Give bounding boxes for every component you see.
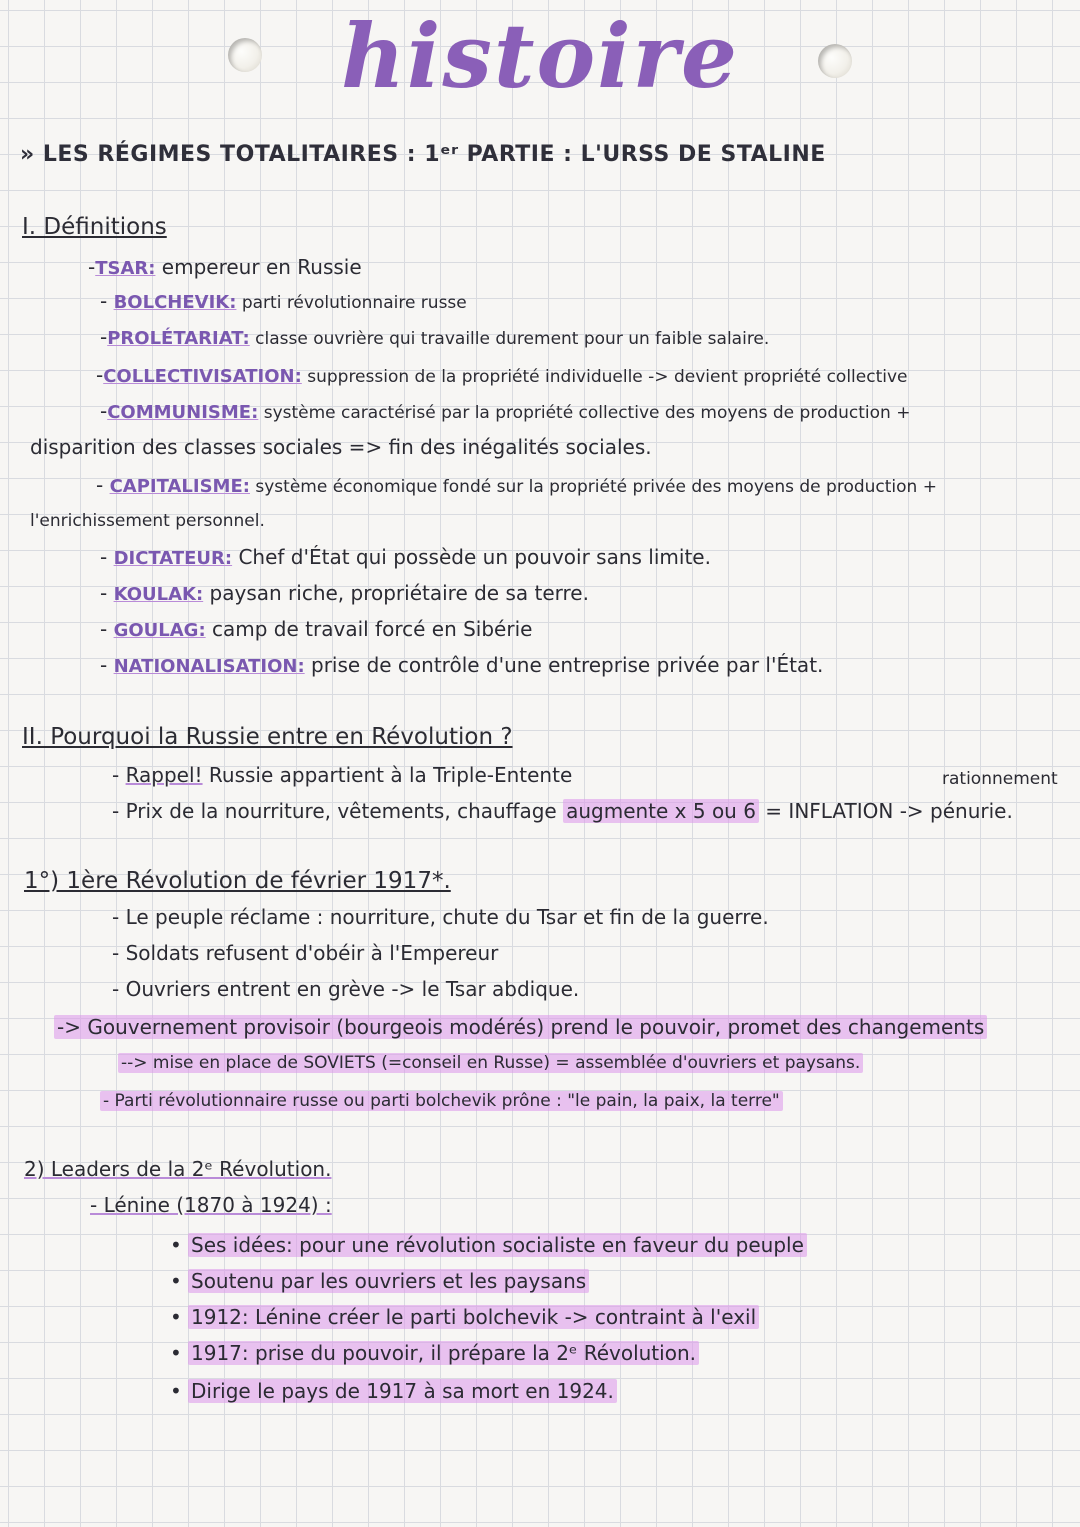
definitions-heading-text: I. Définitions <box>22 214 167 240</box>
definition-item: -TSAR: empereur en Russie <box>88 255 362 279</box>
revolution1-highlight: --> mise en place de SOVIETS (=conseil en Russe) = assemblée d'ouvriers et paysans. <box>118 1053 863 1073</box>
revolution1-line: - Le peuple réclame : nourriture, chute du Tsar et fin de la guerre. <box>112 905 769 929</box>
definition-term: PROLÉTARIAT: <box>107 328 250 349</box>
leader-name-text: - Lénine (1870 à 1924) : <box>90 1193 332 1217</box>
definition-term: TSAR: <box>95 258 156 279</box>
definition-text: système économique fondé sur la propriété privée des moyens de production + <box>249 477 937 497</box>
leader-point: • 1917: prise du pouvoir, il prépare la 2ᵉ Révolution. <box>170 1340 699 1366</box>
definitions-heading <box>22 214 167 240</box>
leader-point-text: Soutenu par les ouvriers et les paysans <box>188 1269 589 1293</box>
price-result: = INFLATION -> pénurie. <box>758 799 1013 823</box>
leader-point: • 1912: Lénine créer le parti bolchevik -> contraint à l'exil <box>170 1304 759 1330</box>
leader-point: • Dirige le pays de 1917 à sa mort en 1924. <box>170 1378 617 1404</box>
definition-text: camp de travail forcé en Sibérie <box>205 617 533 641</box>
leader-point-text: 1912: Lénine créer le parti bolchevik -> contraint à l'exil <box>188 1305 759 1329</box>
definition-text: empereur en Russie <box>155 255 362 279</box>
definition-text: système caractérisé par la propriété collective des moyens de production + <box>258 403 911 423</box>
definition-item: - DICTATEUR: Chef d'État qui possède un pouvoir sans limite. <box>100 545 711 569</box>
definition-text: prise de contrôle d'une entreprise privée par l'État. <box>304 653 824 677</box>
definition-text: l'enrichissement personnel. <box>30 511 265 531</box>
definition-item: -COMMUNISME: système caractérisé par la propriété collective des moyens de production + <box>100 399 911 423</box>
definition-continuation <box>30 506 265 534</box>
definition-item: -PROLÉTARIAT: classe ouvrière qui travaille durement pour un faible salaire. <box>100 325 770 349</box>
revolution1-heading <box>24 868 451 894</box>
leader-point: • Ses idées: pour une révolution socialiste en faveur du peuple <box>170 1232 807 1258</box>
leader-point-text: 1917: prise du pouvoir, il prépare la 2ᵉ Révolution. <box>188 1341 699 1365</box>
definition-text: Chef d'État qui possède un pouvoir sans limite. <box>232 545 711 569</box>
definition-continuation <box>30 434 652 460</box>
why-heading-text: II. Pourquoi la Russie entre en Révolution ? <box>22 724 513 750</box>
definition-term: BOLCHEVIK: <box>113 292 237 313</box>
price-highlight: augmente x 5 ou 6 <box>563 799 759 823</box>
leader-point-text: Dirige le pays de 1917 à sa mort en 1924. <box>188 1379 617 1403</box>
why-heading <box>22 724 513 750</box>
leader-point-text: Ses idées: pour une révolution socialiste en faveur du peuple <box>188 1233 807 1257</box>
rappel-label: Rappel! <box>125 763 203 787</box>
leaders-heading <box>24 1156 331 1182</box>
definition-term: DICTATEUR: <box>113 548 233 569</box>
chapter-header: » LES RÉGIMES TOTALITAIRES : 1ᵉʳ PARTIE : L'URSS DE STALINE <box>20 142 826 167</box>
rappel-text: Russie appartient à la Triple-Entente <box>202 763 573 787</box>
revolution1-highlight: -> Gouvernement provisoir (bourgeois modérés) prend le pouvoir, promet des changements <box>54 1015 987 1039</box>
revolution1-line <box>100 1088 783 1114</box>
definition-item: - BOLCHEVIK: parti révolutionnaire russe <box>100 289 467 313</box>
definition-term: CAPITALISME: <box>109 476 250 497</box>
revolution1-line <box>54 1014 987 1040</box>
definition-term: KOULAK: <box>113 584 204 605</box>
leader-point: • Soutenu par les ouvriers et les paysans <box>170 1268 589 1294</box>
price-text: - Prix de la nourriture, vêtements, chauffage <box>112 799 564 823</box>
rationnement-note: rationnement <box>942 769 1058 789</box>
definition-text: paysan riche, propriétaire de sa terre. <box>203 581 589 605</box>
definition-term: GOULAG: <box>113 620 206 641</box>
definition-text: classe ouvrière qui travaille durement pour un faible salaire. <box>249 329 770 349</box>
definition-text: disparition des classes sociales => fin des inégalités sociales. <box>30 435 652 459</box>
page-title: histoire <box>340 4 740 108</box>
definition-item: - GOULAG: camp de travail forcé en Sibérie <box>100 617 533 641</box>
definition-item: -COLLECTIVISATION: suppression de la propriété individuelle -> devient propriété collective <box>96 363 908 387</box>
definition-term: NATIONALISATION: <box>113 656 305 677</box>
revolution1-line: - Ouvriers entrent en grève -> le Tsar abdique. <box>112 977 580 1001</box>
definition-item: - KOULAK: paysan riche, propriétaire de sa terre. <box>100 581 589 605</box>
leaders-heading-text: 2) Leaders de la 2ᵉ Révolution. <box>24 1157 332 1181</box>
definition-text: parti révolutionnaire russe <box>236 293 467 313</box>
definition-text: suppression de la propriété individuelle -> devient propriété collective <box>301 367 908 387</box>
definition-item: - CAPITALISME: système économique fondé sur la propriété privée des moyens de production + <box>96 473 937 497</box>
revolution1-heading-text: 1°) 1ère Révolution de février 1917*. <box>24 868 451 894</box>
revolution1-highlight: - Parti révolutionnaire russe ou parti bolchevik prône : "le pain, la paix, la terre" <box>100 1091 783 1111</box>
leader-name <box>90 1192 332 1218</box>
definition-item: - NATIONALISATION: prise de contrôle d'une entreprise privée par l'État. <box>100 653 824 677</box>
definition-term: COMMUNISME: <box>107 402 259 423</box>
price-line <box>112 798 1013 824</box>
revolution1-line: - Soldats refusent d'obéir à l'Empereur <box>112 941 499 965</box>
revolution1-line <box>118 1050 863 1076</box>
rappel-line: - Rappel! Russie appartient à la Triple-Entente <box>112 763 573 787</box>
definition-term: COLLECTIVISATION: <box>103 366 302 387</box>
